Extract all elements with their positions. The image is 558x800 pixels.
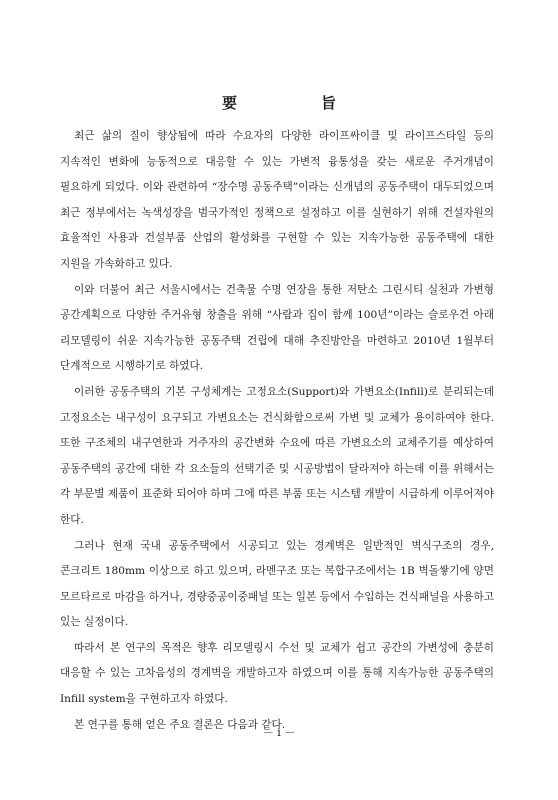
paragraph: 따라서 본 연구의 목적은 향후 리모델링시 수선 및 교체가 쉽고 공간의 가변성에 충분히 대응할 수 있는 고차음성의 경계벽을 개발하고자 하였으며 이를 통해 지속가능한 공동주택의 Infill system을 구현하고자 하였다. xyxy=(60,641,494,706)
paragraph: 이와 더불어 최근 서울시에서는 건축물 수명 연장을 통한 저탄소 그린시티 실천과 가변형 공간계획으로 다양한 주거유형 창출을 위해 “사람과 집이 함께 100년”이라는 슬로우건 아래 리모델링이 쉬운 지속가능한 공동주택 건립에 대해 추진방안을 마련하고 2010년 1월부터 단계적으로 시행하기로 하였다. xyxy=(60,283,494,373)
abstract-body xyxy=(60,124,494,738)
paragraph: 본 연구를 통해 얻은 주요 결론은 다음과 같다. xyxy=(74,718,286,731)
page-number: － i － xyxy=(262,726,296,739)
paragraph: 최근 삶의 질이 향상됨에 따라 수요자의 다양한 라이프싸이클 및 라이프스타일 등의 지속적인 변화에 능동적으로 대응할 수 있는 가변적 융통성을 갖는 새로운 주거개념이 필요하게 되었다. 이와 관련하여 “장수명 공동주택”이라는 신개념의 공동주택이 대두되었으며 최근 정부에서는 녹색성장을 범국가적인 정책으로 설정하고 이를 실현하기 위해 건설자원의 효율적인 사용과 건설부품 산업의 활성화를 구현할 수 있는 지속가능한 공동주택에 대한 지원을 가속화하고 있다. xyxy=(60,130,494,270)
paragraph: 그러나 현재 국내 공동주택에서 시공되고 있는 경계벽은 일반적인 벽식구조의 경우, 콘크리트 180mm 이상으로 하고 있으며, 라멘구조 또는 복합구조에서는 1B 벽돌쌓기에 양면 모르타르로 마감을 하거나, 경량중공이중패널 또는 일본 등에서 수입하는 건식패널을 사용하고 있는 실정이다. xyxy=(60,539,494,629)
paragraph: 이러한 공동주택의 기본 구성체계는 고정요소(Support)와 가변요소(Infill)로 분리되는데 고정요소는 내구성이 요구되고 가변요소는 건식화함으로써 가변 및 교체가 용이하여야 한다. 또한 구조체의 내구연한과 거주자의 공간변화 수요에 따른 가변요소의 교체주기를 예상하여 공동주택의 공간에 대한 각 요소들의 선택기준 및 시공방법이 달라져야 하는데 이를 위해서는 각 부문별 제품이 표준화 되어야 하며 그에 따른 부품 또는 시스템 개발이 시급하게 이루어져야 한다. xyxy=(60,385,494,526)
page-title: 要 旨 xyxy=(221,94,354,112)
